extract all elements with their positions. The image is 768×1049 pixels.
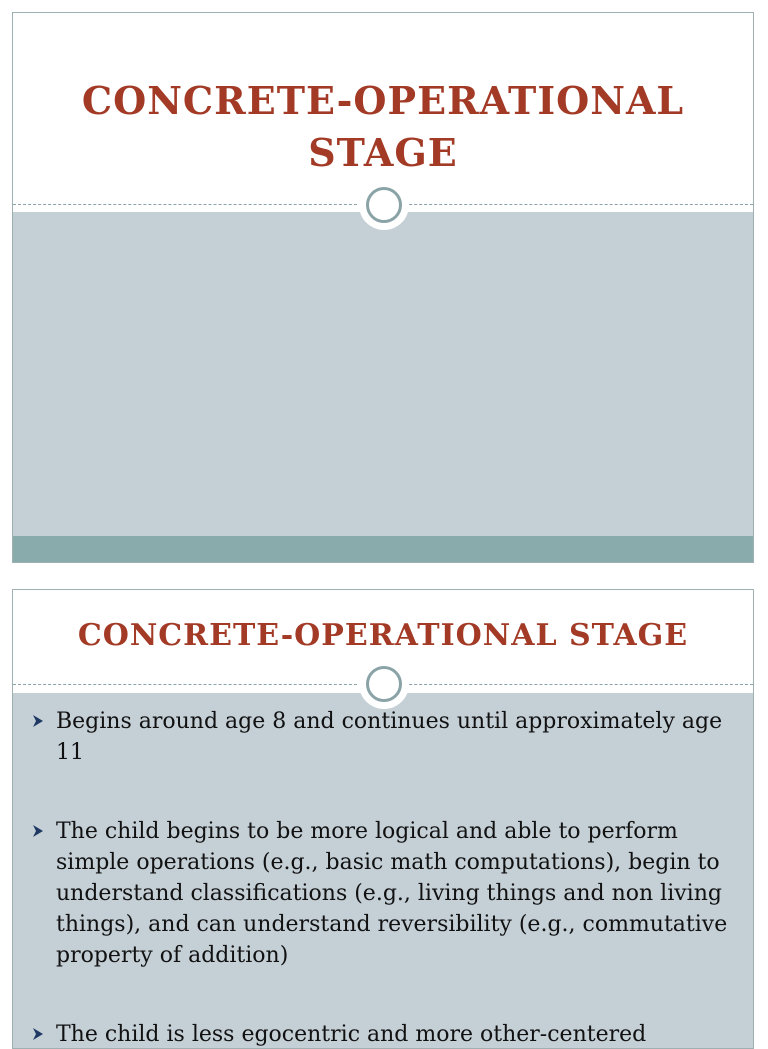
slide-title: CONCRETE-OPERATIONAL STAGE [81,78,685,175]
title-slide [12,12,754,563]
bullet-item [31,706,733,768]
slide-title: CONCRETE-OPERATIONAL STAGE [77,618,689,653]
right-arrow-icon [31,824,45,838]
bullet-text: Begins around age 8 and continues until approximately age 11 [56,709,723,765]
content-slide [12,589,754,1049]
bullet-text: The child is less egocentric and more other-centered [56,1022,647,1047]
bullet-list [31,706,733,1049]
right-arrow-icon [31,1027,45,1041]
bullet-item [31,816,733,971]
right-arrow-icon [31,714,45,728]
ring-icon [359,180,409,230]
footer-band [13,536,753,562]
bullet-text: The child begins to be more logical and able to perform simple operations (e.g., basic math computations), begin to understand classifications (e.g., living things and non living things), and can understand reversibility (e.g., commutative property of addition) [56,819,728,968]
ring-icon [359,659,409,709]
